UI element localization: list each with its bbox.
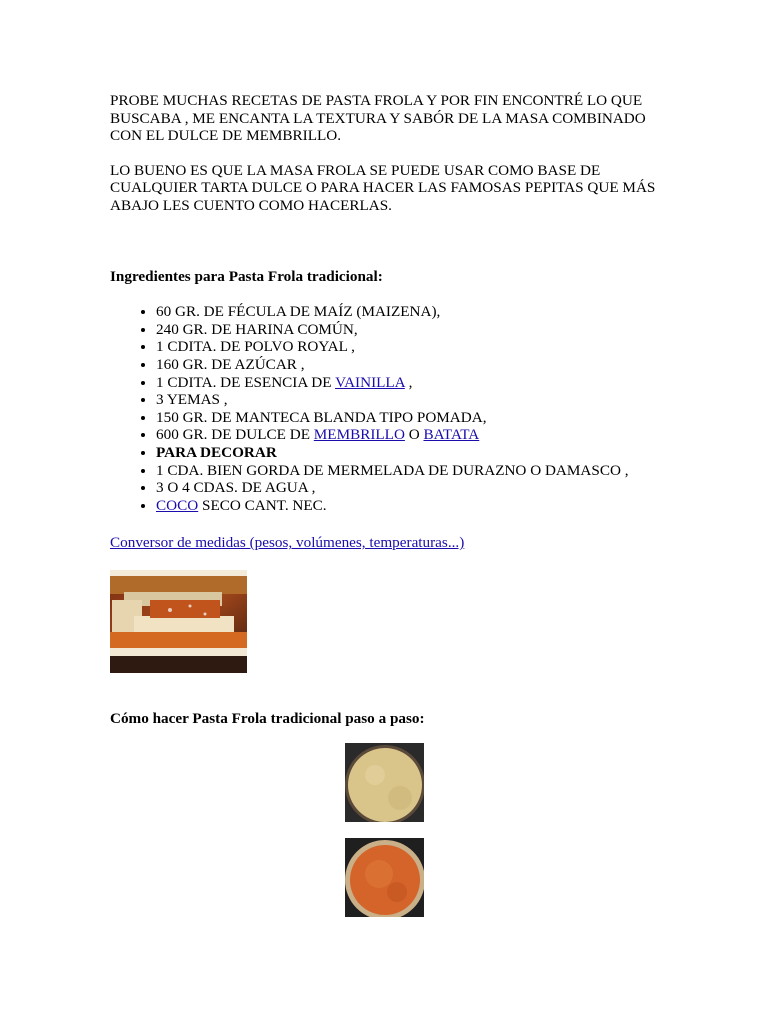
coco-link[interactable]: COCO xyxy=(156,496,199,514)
intro-paragraph-2: LO BUENO ES QUE LA MASA FROLA SE PUEDE USAR COMO BASE DE CUALQUIER TARTA DULCE O PARA HACER LAS FAMOSAS PEPITAS QUE MÁS ABAJO LES CUENTO COMO HACERLAS. xyxy=(110,161,656,214)
pasta-frola-image xyxy=(110,570,247,673)
decorate-subheading: • PARA DECORAR xyxy=(156,444,670,462)
step-photo-1[interactable] xyxy=(345,743,424,822)
ingredient-item: • 1 CDITA. DE POLVO ROYAL , xyxy=(156,338,670,356)
vainilla-link[interactable]: VAINILLA xyxy=(335,373,405,391)
step-photo-2[interactable] xyxy=(345,838,424,917)
ingredient-item xyxy=(156,374,670,392)
ingredient-item: • 60 GR. DE FÉCULA DE MAÍZ (MAIZENA), xyxy=(156,303,670,321)
ingredient-item: • 3 O 4 CDAS. DE AGUA , xyxy=(156,479,670,497)
ingredient-item: • 3 YEMAS , xyxy=(156,391,670,409)
ingredient-text: SECO CANT. NEC. xyxy=(198,496,327,514)
intro-paragraph-1: PROBE MUCHAS RECETAS DE PASTA FROLA Y POR FIN ENCONTRÉ LO QUE BUSCABA , ME ENCANTA LA TEXTURA Y SABÓR DE LA MASA COMBINADO CON EL DULCE DE MEMBRILLO. xyxy=(110,92,646,145)
ingredient-item: • 240 GR. DE HARINA COMÚN, xyxy=(156,321,670,339)
ingredient-item: • 1 CDA. BIEN GORDA DE MERMELADA DE DURAZNO O DAMASCO , xyxy=(156,462,670,480)
ingredients-heading: Ingredientes para Pasta Frola tradicional: xyxy=(110,267,383,285)
dough-base-image xyxy=(345,743,424,822)
ingredient-text: O xyxy=(404,426,424,444)
ingredient-text: 600 GR. DE DULCE DE xyxy=(156,426,314,444)
ingredient-item xyxy=(156,426,670,444)
ingredient-item xyxy=(156,497,670,515)
batata-link[interactable]: BATATA xyxy=(423,426,480,444)
ingredient-text: , xyxy=(404,373,413,391)
measurement-converter-link[interactable]: Conversor de medidas (pesos, volúmenes, temperaturas...) xyxy=(110,534,465,552)
ingredient-item: • 160 GR. DE AZÚCAR , xyxy=(156,356,670,374)
article-body xyxy=(110,92,670,552)
ingredient-text: 1 CDITA. DE ESENCIA DE xyxy=(156,373,336,391)
pasta-frola-photo[interactable] xyxy=(110,570,247,673)
ingredient-item: • 150 GR. DE MANTECA BLANDA TIPO POMADA, xyxy=(156,409,670,427)
steps-heading: Cómo hacer Pasta Frola tradicional paso a paso: xyxy=(110,710,425,727)
membrillo-link[interactable]: MEMBRILLO xyxy=(313,426,405,444)
ingredients-list xyxy=(110,303,670,514)
quince-filling-image xyxy=(345,838,424,917)
